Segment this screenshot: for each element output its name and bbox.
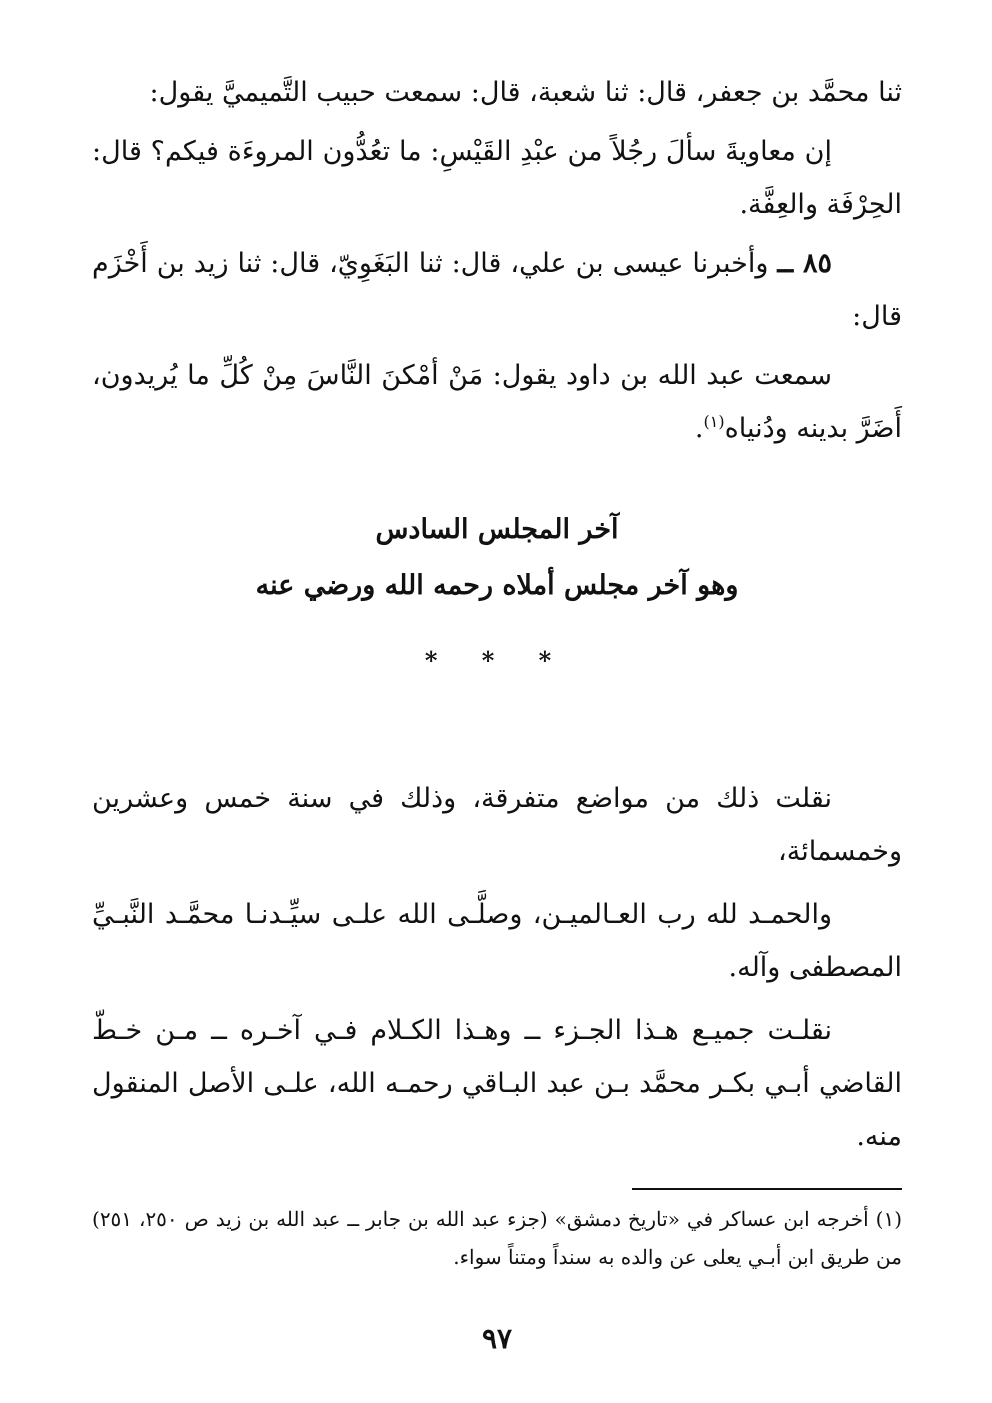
colophon-paragraph [92,772,902,878]
paragraph-text: والحمـد لله رب العـالميـن، وصلَّـى الله علـى سيِّـدنـا محمَّـد النَّبـيِّ المصطفى وآله. [92,899,902,983]
top-text-block [92,66,902,455]
footnote [92,1200,902,1276]
colophon-block [92,772,902,1173]
paragraph-text: نقلـت جميـع هـذا الجـزء ــ وهـذا الكـلام فـي آخـره ــ مـن خـطّ القاضي أبـي بكـر محمَّد بـن عبد البـاقي رحمـه الله، علـى الأصل المنقول منه. [92,1015,902,1152]
isnad-paragraph [92,66,902,119]
paragraph-text: نقلت ذلك من مواضع متفرقة، وذلك في سنة خمس وعشرين وخمسمائة، [92,783,902,867]
section-end-subtitle: وهو آخر مجلس أملاه رحمه الله ورضي عنه [255,570,739,601]
section-end-headings [92,502,902,614]
paragraph-text: سمعت عبد الله بن داود يقول: مَنْ أمْكنَ النَّاسَ مِنْ كُلِّ ما يُريدون، أَضَرَّ بدينه ودُنياه [92,360,902,444]
praise-paragraph [92,888,902,994]
section-end-title: آخر المجلس السادس [375,514,619,545]
paragraph-text: ثنا محمَّد بن جعفر، قال: ثنا شعبة، قال: سمعت حبيب التَّميميَّ يقول: [149,77,902,108]
footnote-marker: (١) [875,1207,903,1231]
page-number: ٩٧ [481,1322,513,1355]
saying-paragraph [92,349,902,455]
paragraph-text: وأخبرنا عيسى بن علي، قال: ثنا البَغَوِيّ، قال: ثنا زيد بن أَخْزَم قال: [92,248,902,332]
footnote-reference: (١) [703,412,725,431]
narration-paragraph [92,125,902,231]
asterisk-separator: * * * [424,646,570,675]
hadith-85-paragraph [92,237,902,343]
footnote-divider [632,1188,902,1190]
book-page [92,66,902,1356]
source-paragraph [92,1004,902,1163]
paragraph-end: . [694,413,704,444]
paragraph-text: إن معاويةَ سألَ رجُلاً من عبْدِ القَيْسِ: ما تعُدُّون المروءَة فيكم؟ قال: الحِرْفَة والعِفَّة. [92,136,902,220]
hadith-number: ٨٥ ــ [777,248,832,279]
footnote-text: أخرجه ابن عساكر في «تاريخ دمشق» (جزء عبد الله بن جابر ــ عبد الله بن زيد ص ٢٥٠، ٢٥١) من طريق ابن أبـي يعلى عن والده به سنداً ومتناً سواء. [92,1207,902,1269]
